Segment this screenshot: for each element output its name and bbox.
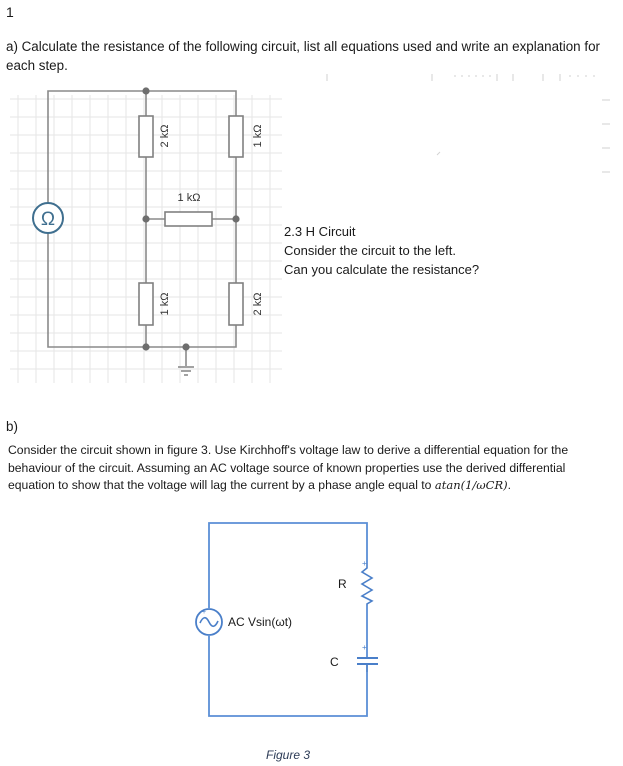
part-b-label: b) <box>6 419 18 434</box>
part-b-question <box>8 442 608 495</box>
faint-scan-marks <box>327 74 610 172</box>
resistor-plus-mark: + <box>362 559 367 568</box>
figure-3-caption: Figure 3 <box>266 748 311 762</box>
ac-source-icon <box>196 609 222 635</box>
part-b-end: . <box>507 478 511 492</box>
part-b-text: Consider the circuit shown in figure 3. Use Kirchhoff's voltage law to derive a differential equation for the behaviour of the circuit. Assuming an AC voltage source of known properties use the derived differential equation to show that the voltage will lag the current by a phase angle equal to <box>8 443 569 492</box>
sidebar-line-1: Consider the circuit to the left. <box>284 243 456 258</box>
resistor-top-left <box>139 116 153 157</box>
capacitor-c-symbol <box>357 658 378 672</box>
svg-text:+: + <box>202 609 207 616</box>
resistor-bottom-left-label: 1 kΩ <box>159 292 171 316</box>
resistor-bottom-right-label: 2 kΩ <box>252 292 264 316</box>
capacitor-plus-mark: + <box>362 643 367 652</box>
resistor-r-label: R <box>338 577 347 591</box>
resistor-top-right-label: 1 kΩ <box>252 124 264 148</box>
question-number: 1 <box>6 4 14 20</box>
part-a-question: a) Calculate the resistance of the following circuit, list all equations used and write an explanation for each step. <box>6 39 600 73</box>
resistor-bottom-right <box>229 283 243 325</box>
resistor-r-symbol <box>362 563 372 606</box>
source-label: AC Vsin(ωt) <box>228 615 293 629</box>
resistor-top-right <box>229 116 243 157</box>
resistor-middle <box>165 212 212 226</box>
phase-angle-formula: atan(1/ωCR) <box>434 478 508 492</box>
ohmmeter-icon <box>33 203 63 233</box>
resistor-middle-label: 1 kΩ <box>177 192 201 204</box>
resistor-bottom-left <box>139 283 153 325</box>
sidebar-note <box>284 222 479 279</box>
capacitor-c-label: C <box>330 655 339 669</box>
ohmmeter-symbol: Ω <box>40 209 56 230</box>
resistor-top-left-label: 2 kΩ <box>159 124 171 148</box>
sidebar-line-2: Can you calculate the resistance? <box>284 262 480 277</box>
sidebar-title: 2.3 H Circuit <box>284 224 356 239</box>
figure-3-rc-circuit <box>0 510 623 750</box>
